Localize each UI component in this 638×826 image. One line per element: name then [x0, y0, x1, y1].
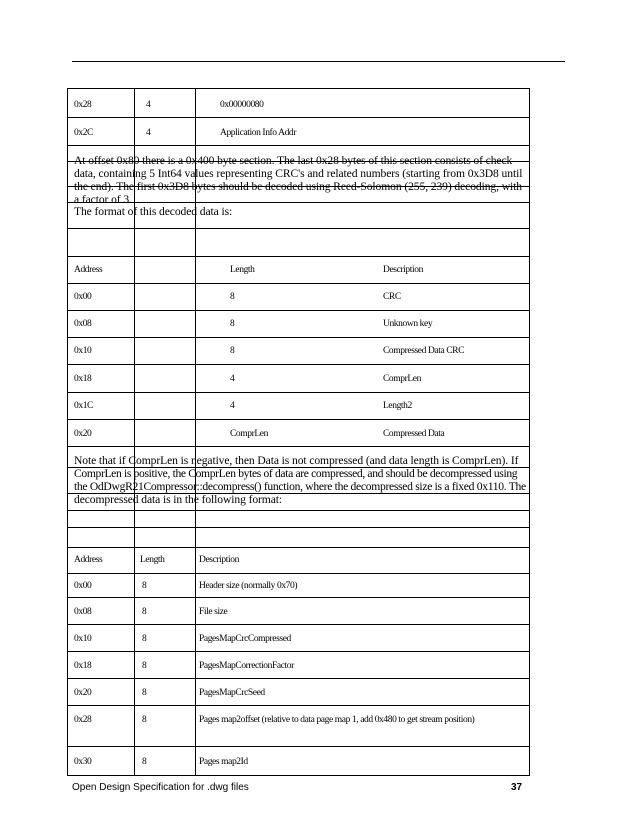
page-number: 37 — [511, 782, 523, 793]
table2-address: 0x30 — [74, 757, 92, 767]
table2-length: 8 — [142, 634, 147, 644]
footer-title: Open Design Specification for .dwg files — [72, 782, 249, 793]
grid-hline — [67, 256, 530, 257]
row-value: Application Info Addr — [220, 128, 297, 138]
table2-description: Header size (normally 0x70) — [199, 581, 298, 591]
table1-description: Unknown key — [383, 319, 433, 329]
table2-header-address: Address — [74, 555, 103, 565]
table2-description: PagesMapCorrectionFactor — [199, 661, 294, 671]
row-offset: 0x2C — [74, 128, 93, 138]
note-line: ComprLen is positive, the ComprLen bytes of data are compressed, and should be decompressed using — [74, 467, 518, 480]
table2-header-description: Description — [199, 555, 239, 565]
grid-hline — [67, 145, 530, 146]
row-size: 4 — [146, 128, 151, 138]
table1-address: 0x10 — [74, 346, 92, 356]
table2-description: PagesMapCrcSeed — [199, 688, 265, 698]
table2-address: 0x00 — [74, 581, 92, 591]
table2-length: 8 — [142, 688, 147, 698]
intro-line: data, containing 5 Int64 values representing CRC's and related numbers (starting from 0x3D8 until — [74, 167, 523, 180]
grid-hline — [67, 117, 530, 118]
grid-hline — [67, 283, 530, 284]
table2-length: 8 — [142, 715, 147, 725]
table2-length: 8 — [142, 661, 147, 671]
grid-hline — [67, 678, 530, 679]
table1-header-description: Description — [383, 265, 423, 275]
table1-address: 0x1C — [74, 401, 93, 411]
grid-hline — [67, 310, 530, 311]
grid-hline — [67, 392, 530, 393]
table1-length: ComprLen — [230, 429, 268, 439]
row-value: 0x00000080 — [220, 100, 264, 110]
table2-header-length: Length — [140, 555, 165, 565]
table2-description: File size — [199, 607, 228, 617]
table2-description: PagesMapCrcCompressed — [199, 634, 291, 644]
table1-length: 4 — [230, 401, 235, 411]
grid-hline — [67, 705, 530, 706]
intro-line: The format of this decoded data is: — [74, 205, 233, 218]
table2-address: 0x28 — [74, 715, 92, 725]
table1-length: 8 — [230, 346, 235, 356]
grid-hline — [67, 527, 530, 528]
grid-hline — [67, 624, 530, 625]
table1-length: 8 — [230, 319, 235, 329]
table1-address: 0x18 — [74, 374, 92, 384]
grid-hline — [67, 597, 530, 598]
table1-address: 0x20 — [74, 429, 92, 439]
grid-hline — [67, 446, 530, 447]
table1-description: CRC — [383, 292, 401, 302]
table2-address: 0x20 — [74, 688, 92, 698]
header-rule — [72, 61, 565, 62]
row-offset: 0x28 — [74, 100, 92, 110]
note-line: decompressed data is in the following format: — [74, 493, 282, 506]
grid-hline — [67, 337, 530, 338]
table1-address: 0x00 — [74, 292, 92, 302]
table1-description: ComprLen — [383, 374, 421, 384]
intro-line: a factor of 3. — [74, 193, 132, 206]
grid-hline — [67, 202, 530, 203]
grid-hline — [67, 547, 530, 548]
table1-description: Compressed Data CRC — [383, 346, 465, 356]
note-line: the OdDwgR21Compressor::decompress() function, where the decompressed size is a fixed 0x110. The — [74, 480, 526, 493]
table1-description: Compressed Data — [383, 429, 445, 439]
table1-description: Length2 — [383, 401, 412, 411]
note-line: Note that if ComprLen is negative, then Data is not compressed (and data length is ComprLen). If — [74, 454, 519, 467]
row-size: 4 — [146, 100, 151, 110]
grid-hline — [67, 573, 530, 574]
table2-address: 0x18 — [74, 661, 92, 671]
table1-address: 0x08 — [74, 319, 92, 329]
intro-line: At offset 0x80 there is a 0x400 byte section. The last 0x28 bytes of this section consists of check — [74, 154, 513, 167]
table1-header-address: Address — [74, 265, 103, 275]
table2-address: 0x08 — [74, 607, 92, 617]
table1-length: 4 — [230, 374, 235, 384]
grid-hline — [67, 364, 530, 365]
intro-line: the end). The first 0x3D8 bytes should be decoded using Reed-Solomon (255, 239) decoding, with — [74, 180, 522, 193]
table1-length: 8 — [230, 292, 235, 302]
grid-hline — [67, 651, 530, 652]
table2-length: 8 — [142, 607, 147, 617]
table2-length: 8 — [142, 757, 147, 767]
table2-length: 8 — [142, 581, 147, 591]
grid-hline — [67, 510, 530, 511]
table1-header-length: Length — [230, 265, 255, 275]
table2-description: Pages map2Id — [199, 757, 248, 767]
grid-hline — [67, 419, 530, 420]
grid-hline — [67, 228, 530, 229]
grid-hline — [67, 746, 530, 747]
table2-address: 0x10 — [74, 634, 92, 644]
table2-description: Pages map2offset (relative to data page map 1, add 0x480 to get stream position) — [199, 715, 475, 725]
